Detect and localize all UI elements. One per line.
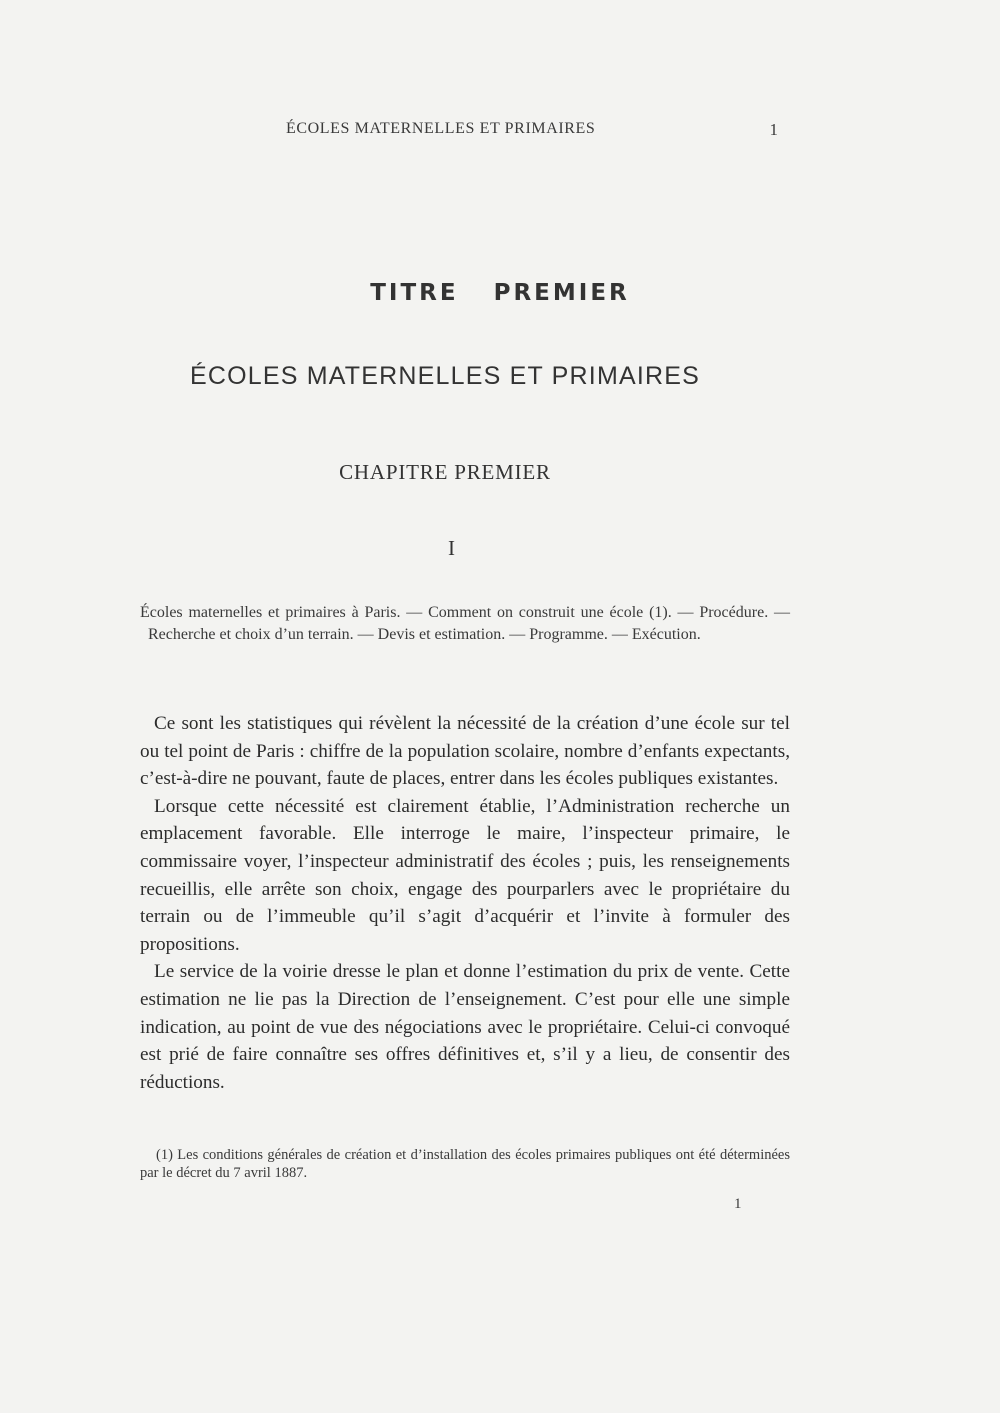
running-head [140,120,790,144]
page-number: 1 [769,120,778,139]
chapter-summary [140,602,790,646]
section-number: I [448,536,455,560]
titre-heading: TITRE PREMIER [370,280,630,306]
running-head-title: ÉCOLES MATERNELLES ET PRIMAIRES [286,120,596,137]
summary-text: Écoles maternelles et primaires à Paris. — Comment on construit une école (1). — Procédure. — Recherche et choix d’un terrain. — Devis et estimation. — Programme. — Exécution. [140,604,790,643]
section-subtitle: ÉCOLES MATERNELLES ET PRIMAIRES [189,362,700,390]
paragraph-2: Lorsque cette nécessité est clairement établie, l’Administration recherche un emplacement favorable. Elle interroge le maire, l’inspecteur primaire, le commissaire voyer, l’inspecteur administratif des écoles ; puis, les renseignements recueillis, elle arrête son choix, engage des pourparlers avec le propriétaire du terrain ou de l’immeuble qu’il s’agit d’acquérir et l’invite à formuler des propositions. [140,795,790,955]
body-text [140,710,790,1096]
chapter-heading: CHAPITRE PREMIER [339,460,551,484]
signature-mark: 1 [734,1196,742,1212]
footnote-text: (1) Les conditions générales de création et d’installation des écoles primaires publiques ont été déterminées par le décret du 7 avril 1887. [140,1147,790,1181]
paragraph-3: Le service de la voirie dresse le plan et donne l’estimation du prix de vente. Cette estimation ne lie pas la Direction de l’enseignement. C’est pour elle une simple indication, au point de vue des négociations avec le propriétaire. Celui-ci convoqué est prié de faire connaître ses offres définitives et, s’il y a lieu, de consentir des réductions. [140,961,790,1093]
paragraph-1: Ce sont les statistiques qui révèlent la nécessité de la création d’une école sur tel ou tel point de Paris : chiffre de la population scolaire, nombre d’enfants expectants, c’est-à-dire ne pouvant, faute de places, entrer dans les écoles publiques existantes. [140,713,790,790]
footnote [140,1146,790,1182]
